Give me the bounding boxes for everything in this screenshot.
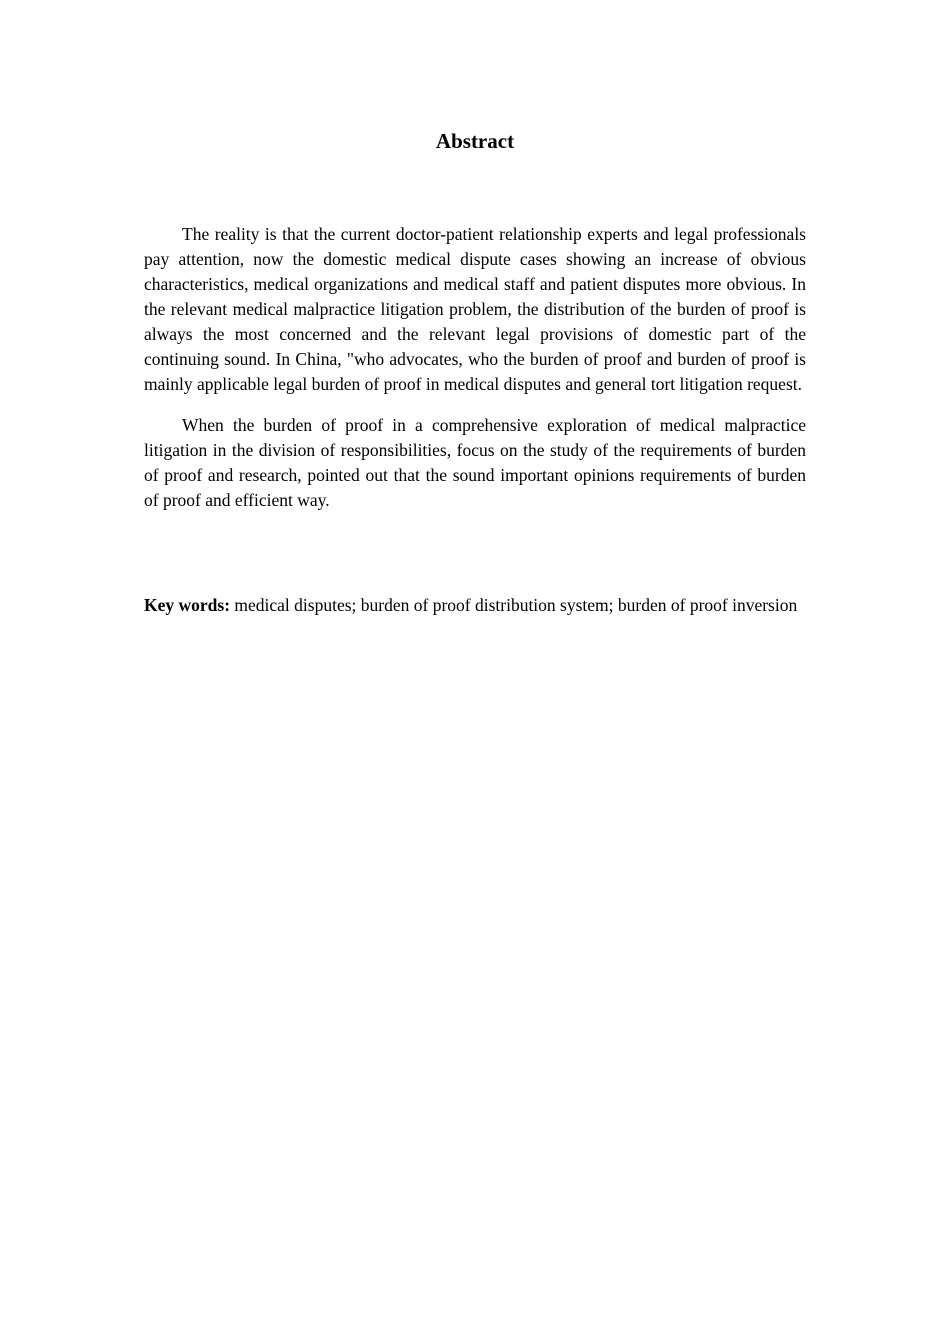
abstract-body <box>144 222 806 529</box>
keywords-list: medical disputes; burden of proof distribution system; burden of proof inversion <box>230 595 798 615</box>
keywords-line <box>144 593 806 618</box>
keywords-label: Key words: <box>144 595 231 615</box>
abstract-paragraph-2: When the burden of proof in a comprehensive exploration of medical malpractice litigation in the division of responsibilities, focus on the study of the requirements of burden of proof and research, pointed out that the sound important opinions requirements of burden of proof and efficient way. <box>144 415 806 510</box>
abstract-title: Abstract <box>435 129 515 153</box>
abstract-paragraph-1: The reality is that the current doctor-patient relationship experts and legal professionals pay attention, now the domestic medical dispute cases showing an increase of obvious characteristics, medical organizations and medical staff and patient disputes more obvious. In the relevant medical malpractice litigation problem, the distribution of the burden of proof is always the most concerned and the relevant legal provisions of domestic part of the continuing sound. In China, "who advocates, who the burden of proof and burden of proof is mainly applicable legal burden of proof in medical disputes and general tort litigation request. <box>144 224 806 394</box>
